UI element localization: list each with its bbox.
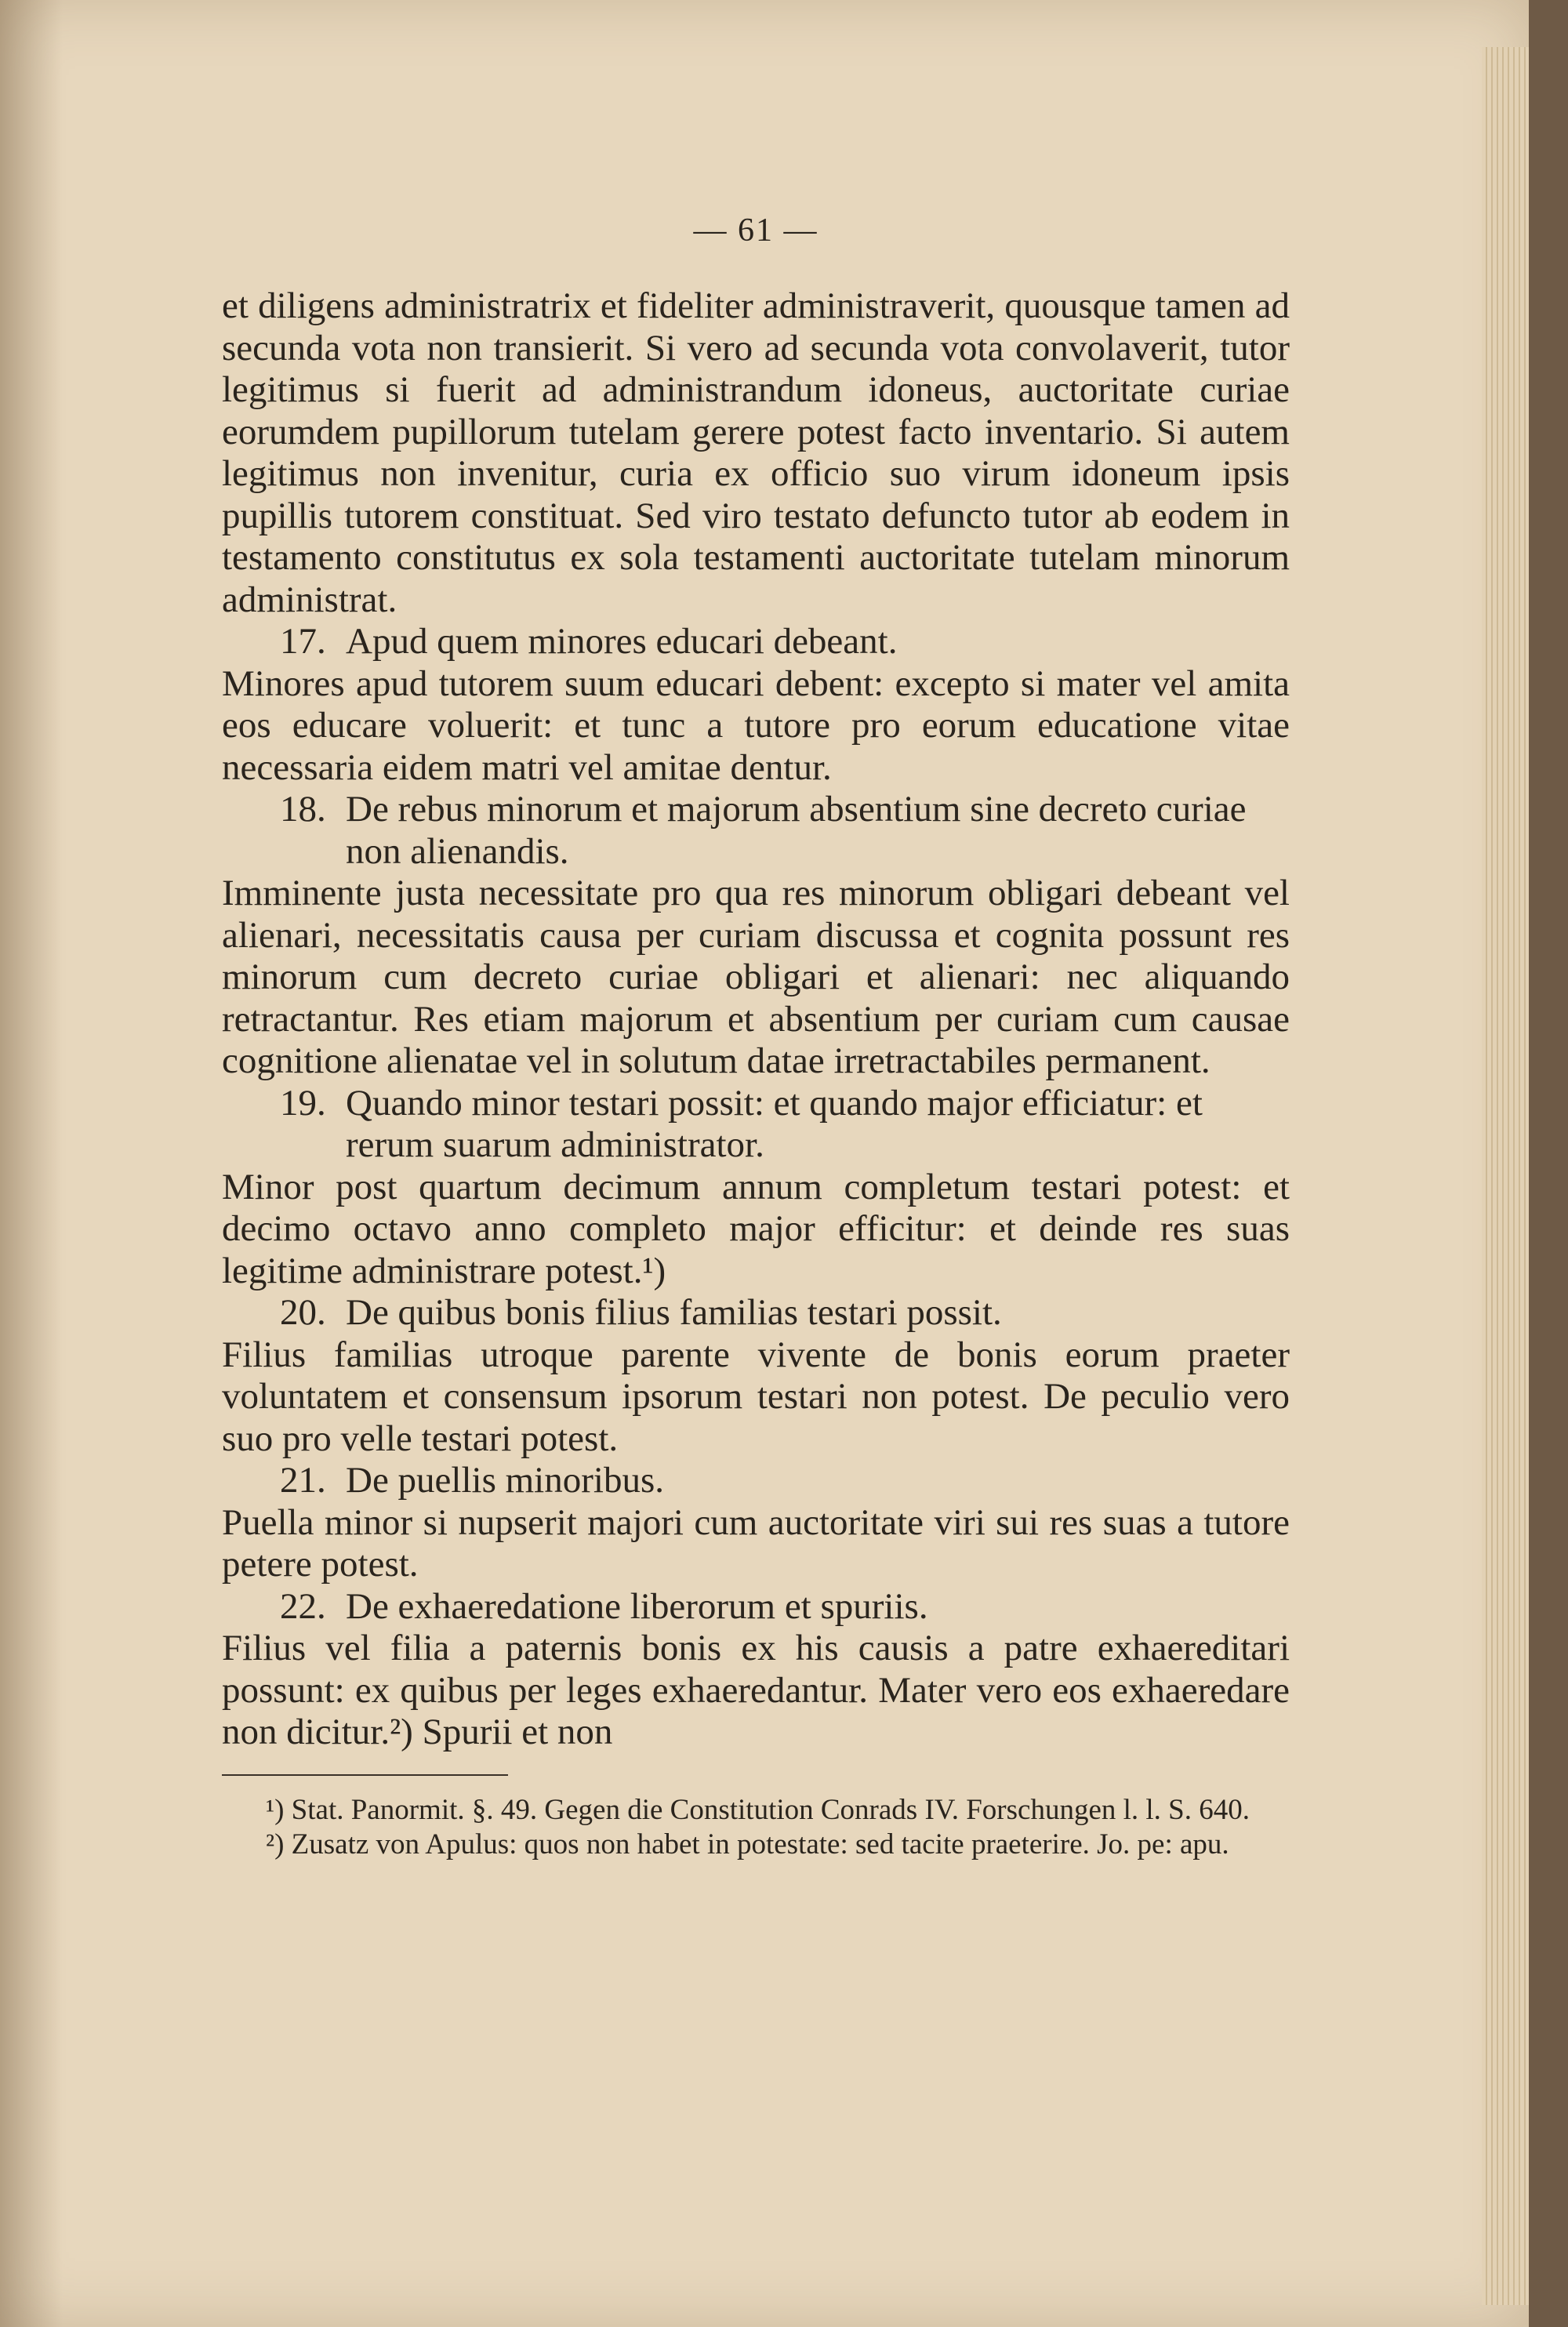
section-text-17: Minores apud tutorem suum educari debent: excepto si mater vel amita eos educare voluerit: et tunc a tutore pro eorum educatione vitae necessaria eidem matri vel amitae dentur. (222, 663, 1290, 788)
section-number: 22. (280, 1585, 326, 1627)
footnotes (222, 1793, 1290, 1862)
footnote-2: ²) Zusatz von Apulus: quos non habet in potestate: sed tacite praeterire. Jo. pe: apu. (266, 1828, 1229, 1861)
section-number: 20. (280, 1292, 326, 1333)
section-title: De puellis minoribus. (346, 1460, 664, 1501)
section-title: Quando minor testari possit: et quando major efficiatur: et rerum suarum administrator. (346, 1082, 1203, 1165)
page-number: — 61 — (693, 212, 818, 249)
section-heading-22 (222, 1586, 1290, 1628)
section-text-18: Imminente justa necessitate pro qua res minorum obligari debeant vel alienari, necessitatis causa per curiam discussa et cognita possunt res minorum cum decreto curiae obligari et alienari: nec aliquando retractantur. Res etiam majorum et absentium per curiam cum causae cognitione alienatae vel in solutum datae irretractabiles permanent. (222, 873, 1290, 1081)
section-title: De exhaeredatione liberorum et spuriis. (346, 1585, 928, 1627)
section-heading-20 (222, 1292, 1290, 1334)
section-heading-17 (222, 621, 1290, 663)
section-text-19: Minor post quartum decimum annum completum testari potest: et decimo octavo anno completo major efficitur: et deinde res suas legitime administrare potest.¹) (222, 1166, 1290, 1291)
section-title: De rebus minorum et majorum absentium sine decreto curiae non alienandis. (346, 789, 1247, 872)
section-heading-21 (222, 1460, 1290, 1502)
footnote-divider (222, 1774, 508, 1776)
section-heading-18 (222, 789, 1290, 873)
body-text (222, 285, 1290, 1754)
opening-paragraph: et diligens administratrix et fideliter administraverit, quousque tamen ad secunda vota non transierit. Si vero ad secunda vota convolaverit, tutor legitimus si fuerit ad administrandum idoneus, auctoritate curiae eorumdem pupillorum tutelam gerere potest facto inventario. Si autem legitimus non invenitur, curia ex officio suo virum idoneum ipsis pupillis tutorem constituat. Sed viro testato defuncto tutor ab eodem in testamento constitutus ex sola testamenti auctoritate tutelam minorum administrat. (222, 285, 1290, 620)
section-number: 17. (280, 621, 326, 662)
section-number: 19. (280, 1082, 326, 1124)
page-stack-edge (1482, 47, 1529, 2305)
footnote-1: ¹) Stat. Panormit. §. 49. Gegen die Constitution Conrads IV. Forschungen l. l. S. 640. (266, 1793, 1250, 1826)
section-text-21: Puella minor si nupserit majori cum auctoritate viri sui res suas a tutore petere potest. (222, 1501, 1290, 1585)
page-gutter-shadow (0, 0, 63, 2327)
section-number: 18. (280, 789, 326, 830)
section-text-22: Filius vel filia a paternis bonis ex his causis a patre exhaereditari possunt: ex quibus per leges exhaeredantur. Mater vero eos exhaeredare non dicitur.²) Spurii et non (222, 1628, 1290, 1752)
section-number: 21. (280, 1460, 326, 1501)
text-block (222, 212, 1290, 1862)
section-text-20: Filius familias utroque parente vivente de bonis eorum praeter voluntatem et consensum ipsorum testari non potest. De peculio vero suo pro velle testari potest. (222, 1334, 1290, 1459)
section-title: De quibus bonis filius familias testari possit. (346, 1292, 1002, 1333)
section-heading-19 (222, 1083, 1290, 1167)
section-title: Apud quem minores educari debeant. (346, 621, 898, 662)
